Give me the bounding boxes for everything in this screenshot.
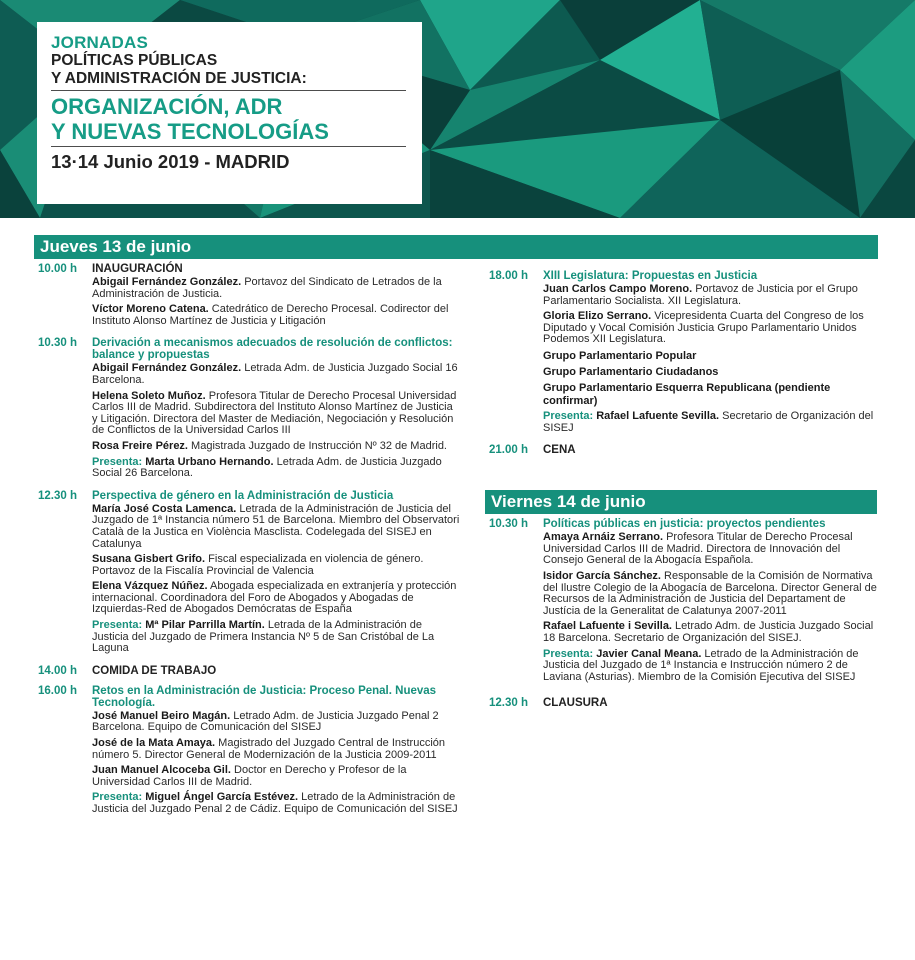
- agenda-slot: [485, 444, 877, 458]
- speaker-name: Helena Soleto Muñoz.: [92, 389, 206, 402]
- speaker-desc: Profesora Titular de Derecho Procesal Universidad Carlos III de Madrid. Subdirectora del Instituto Alonso Martínez de Justicia y Litigación. Directora del Master de Mediación, Negociación y Resolución de Conflictos de la Universidad Carlos III: [92, 389, 457, 437]
- event-subtitle-line-2: Y ADMINISTRACIÓN DE JUSTICIA:: [51, 70, 307, 87]
- speaker-desc: Catedrático de Derecho Procesal. Codirector del Instituto Alonso Martínez de Justicia y Litigación: [92, 303, 449, 327]
- presenter-name: Marta Urbano Hernando.: [145, 455, 274, 468]
- speaker: [92, 441, 460, 453]
- speaker-name: Abigail Fernández González.: [92, 276, 242, 288]
- speaker-desc: Abogada especializada en extranjería y protección internacional. Coordinadora del Foro de Abogados y Abogadas de Izquierdas-Red de Abogados Demócratas de España: [92, 580, 457, 616]
- speaker: [543, 621, 877, 644]
- speaker-desc: Responsable de la Comisión de Normativa del Ilustre Colegio de la Abogacía de Barcelona. Director General de Recursos de la Administración de Justicia del Departament de Justícia de la Generalitat de Calatunya 2007-2011: [543, 569, 877, 617]
- speaker-desc: Letrado Adm. de Justicia Juzgado Social 18 Barcelona. Secretario de Organización del SISEJ.: [543, 620, 874, 644]
- event-title-line-1: ORGANIZACIÓN, ADR: [51, 94, 283, 119]
- presenter-desc: Letrado de la Administración de Justicia del Juzgado de 1ª Instancia e Instrucción número 2 de Laviana (Asturias). Miembro de la Comisión Ejecutiva del SISEJ: [543, 647, 859, 683]
- title-divider-2: [51, 146, 406, 147]
- presenter: [92, 792, 460, 815]
- speaker-name: Abigail Fernández González.: [92, 362, 242, 375]
- agenda-slot: [34, 263, 460, 331]
- session-title: INAUGURACIÓN: [92, 263, 183, 275]
- speaker-name: Juan Carlos Campo Moreno.: [543, 283, 693, 295]
- agenda-slot: [485, 697, 877, 711]
- presenter-desc: Letrada de la Administración de Justicia del Juzgado de Primera Instancia Nº 5 de San Cristóbal de La Laguna: [92, 619, 435, 655]
- event-date: 13·14 Junio 2019 - MADRID: [51, 151, 290, 172]
- hero-banner: [0, 0, 915, 218]
- presenta-label: Presenta:: [543, 647, 594, 660]
- speaker: [92, 738, 460, 761]
- agenda-slot: [34, 490, 460, 659]
- slot-time: 12.30 h: [489, 697, 528, 710]
- speaker-name: Isidor García Sánchez.: [543, 569, 661, 582]
- speaker-desc: Profesora Titular de Derecho Procesal Universidad Carlos III de Madrid. Directora de Innovación del Consejo General de la Abogacía Española.: [543, 531, 853, 567]
- presenter: [92, 620, 460, 655]
- presenta-label: Presenta:: [92, 455, 143, 468]
- speaker-desc: Letrada de la Administración de Justicia del Juzgado de 1ª Instancia número 51 de Barcelona. Miembro del Observatori Català de la Justica en Violència Masclista. Codelegada del SISEJ en Catalunya: [92, 502, 460, 550]
- presenter-name: Miguel Ángel García Estévez.: [145, 791, 299, 804]
- speaker-name: Rosa Freire Pérez.: [92, 439, 188, 452]
- slot-time: 14.00 h: [38, 664, 77, 677]
- session-title: Perspectiva de género en la Administración de Justicia: [92, 489, 394, 502]
- slot-time: 10.00 h: [38, 263, 77, 275]
- session-title: Derivación a mecanismos adecuados de resolución de conflictos: balance y propuestas: [92, 337, 453, 362]
- session-title: Políticas públicas en justicia: proyectos pendientes: [543, 518, 826, 531]
- speaker: [92, 581, 460, 616]
- presenter: [543, 411, 877, 434]
- agenda-slot: [34, 685, 460, 820]
- speaker: [92, 504, 460, 550]
- speaker-name: Susana Gisbert Grifo.: [92, 553, 206, 566]
- speaker: [92, 363, 460, 386]
- event-type: JORNADAS: [51, 33, 149, 52]
- speaker-name: Rafael Lafuente i Sevilla.: [543, 620, 672, 633]
- presenter-desc: Letrado de la Administración de Justicia del Juzgado Penal 2 de Cádiz. Equipo de Comunicación del SISEJ: [92, 791, 458, 815]
- parliamentary-group: Grupo Parlamentario Ciudadanos: [543, 365, 719, 378]
- speaker-desc: Magistrado del Juzgado Central de Instrucción número 5. Director General de Modernización de la Justicia 2009-2011: [92, 737, 446, 761]
- speaker-desc: Letrado Adm. de Justicia Juzgado Penal 2 Barcelona. Equipo de Comunicación del SISEJ: [92, 709, 439, 734]
- speaker-name: Amaya Arnáiz Serrano.: [543, 531, 664, 544]
- title-divider: [51, 90, 406, 91]
- session-title: COMIDA DE TRABAJO: [92, 664, 217, 677]
- speaker: [92, 277, 460, 300]
- slot-time: 21.00 h: [489, 444, 528, 457]
- title-box: [37, 22, 422, 204]
- speaker-name: María José Costa Lamenca.: [92, 502, 237, 515]
- program-left-column: [34, 235, 460, 826]
- agenda-slot: [485, 518, 877, 687]
- speaker: [543, 284, 877, 307]
- event-title-line-2: Y NUEVAS TECNOLOGÍAS: [51, 119, 329, 144]
- speaker-desc: Magistrada Juzgado de Instrucción Nº 32 de Madrid.: [188, 439, 447, 452]
- presenter-name: Javier Canal Meana.: [596, 647, 702, 660]
- slot-time: 10.30 h: [489, 518, 528, 531]
- agenda-slot: [485, 270, 877, 438]
- presenta-label: Presenta:: [92, 619, 143, 632]
- speaker-name: Elena Vázquez Núñez.: [92, 580, 208, 593]
- event-subtitle-line-1: POLÍTICAS PÚBLICAS: [51, 52, 218, 69]
- parliamentary-group: Grupo Parlamentario Popular: [543, 349, 697, 362]
- agenda-slot: [34, 337, 460, 483]
- presenter: [92, 457, 460, 480]
- speaker: [543, 532, 877, 567]
- speaker: [543, 571, 877, 617]
- speaker-name: José de la Mata Amaya.: [92, 737, 216, 750]
- presenta-label: Presenta:: [92, 791, 143, 804]
- presenter-desc: Secretario de Organización del SISEJ: [543, 409, 874, 434]
- presenter-desc: Letrada Adm. de Justicia Juzgado Social 26 Barcelona.: [92, 455, 442, 480]
- presenter-name: Rafael Lafuente Sevilla.: [596, 409, 720, 422]
- session-title: Retos en la Administración de Justicia: Proceso Penal. Nuevas Tecnología.: [92, 684, 437, 709]
- presenta-label: Presenta:: [543, 409, 594, 422]
- slot-time: 16.00 h: [38, 684, 77, 697]
- speaker-name: Víctor Moreno Catena.: [92, 303, 209, 316]
- speaker: [92, 711, 460, 734]
- speaker-desc: Portavoz del Sindicato de Letrados de la Administración de Justicia.: [92, 276, 442, 300]
- speaker-desc: Doctor en Derecho y Profesor de la Universidad Carlos III de Madrid.: [92, 764, 407, 788]
- program-right-column: [485, 270, 877, 717]
- speaker-desc: Letrada Adm. de Justicia Juzgado Social 16 Barcelona.: [92, 362, 458, 386]
- speaker: [92, 304, 460, 327]
- speaker: [92, 554, 460, 577]
- speaker-name: José Manuel Beiro Magán.: [92, 709, 231, 722]
- speaker-desc: Vicepresidenta Cuarta del Congreso de los Diputado y Vocal Comisión Justicia Grupo Parlamentario Unidos Podemos XII Legislatura.: [543, 310, 864, 346]
- speaker-name: Gloria Elizo Serrano.: [543, 310, 652, 323]
- slot-time: 10.30 h: [38, 337, 77, 350]
- speaker: [543, 311, 877, 346]
- session-title: XIII Legislatura: Propuestas en Justicia: [543, 270, 758, 282]
- slot-time: 18.00 h: [489, 270, 528, 282]
- day-header-thursday: Jueves 13 de junio: [34, 235, 878, 259]
- session-title: CLAUSURA: [543, 697, 608, 710]
- speaker-desc: Fiscal especializada en violencia de género. Portavoz de la Fiscalía Provincial de Valencia: [92, 553, 424, 577]
- speaker-desc: Portavoz de Justicia por el Grupo Parlamentario Socialista. XII Legislatura.: [543, 283, 858, 307]
- session-title: CENA: [543, 444, 576, 457]
- presenter: [543, 649, 877, 684]
- slot-time: 12.30 h: [38, 489, 77, 502]
- agenda-slot: [34, 665, 460, 679]
- presenter-name: Mª Pilar Parrilla Martín.: [145, 619, 265, 632]
- speaker: [92, 765, 460, 788]
- speaker-name: Juan Manuel Alcoceba Gil.: [92, 764, 231, 777]
- parliamentary-group: Grupo Parlamentario Esquerra Republicana (pendiente confirmar): [543, 381, 831, 407]
- speaker: [92, 391, 460, 437]
- day-header-friday: Viernes 14 de junio: [485, 490, 877, 514]
